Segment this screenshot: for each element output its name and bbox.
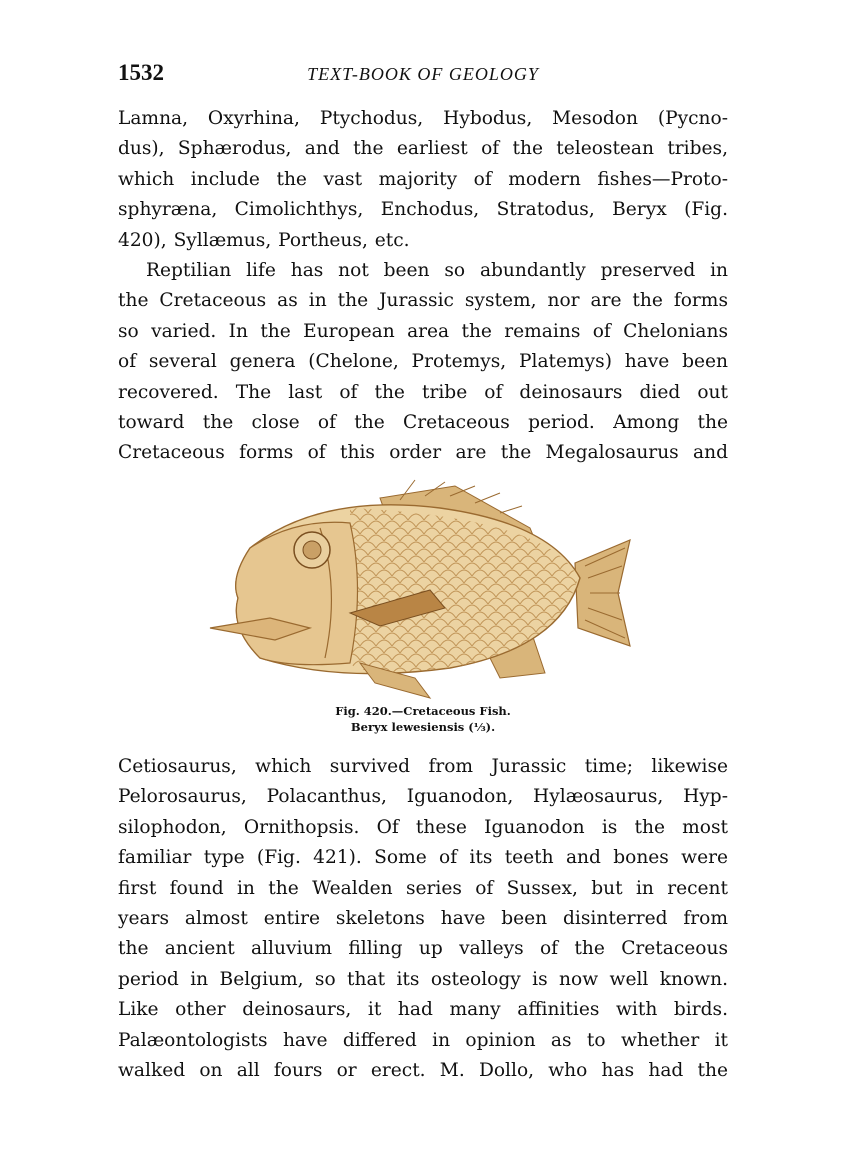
text-line: recovered. The last of the tribe of deinosaurs died out xyxy=(118,381,728,403)
caption-species: Beryx lewesiensis (⅓). xyxy=(350,720,496,734)
running-title: TEXT-BOOK OF GEOLOGY xyxy=(307,64,539,84)
text-line: Like other deinosaurs, it had many affinities with birds. xyxy=(118,999,728,1021)
text-line: first found in the Wealden series of Sussex, but in recent xyxy=(118,877,728,899)
text-line: Reptilian life has not been so abundantly preserved in xyxy=(146,260,728,282)
fish-drawing xyxy=(200,478,640,708)
text-line: of several genera (Chelone, Protemys, Platemys) have been xyxy=(118,351,728,373)
text-line: which include the vast majority of modern fishes—Proto- xyxy=(118,168,728,190)
text-line: Palæontologists have differed in opinion as to whether it xyxy=(118,1029,728,1051)
page-header xyxy=(118,60,728,90)
fish-fossil-illustration xyxy=(200,478,640,708)
text-line: the Cretaceous as in the Jurassic system, nor are the forms xyxy=(118,290,728,312)
text-line: years almost entire skeletons have been disinterred from xyxy=(118,908,728,930)
text-line: Pelorosaurus, Polacanthus, Iguanodon, Hylæosaurus, Hyp- xyxy=(118,786,728,808)
text-line: walked on all fours or erect. M. Dollo, who has had the xyxy=(118,1060,728,1082)
page-number: 1532 xyxy=(118,60,164,85)
text-line: Cretaceous forms of this order are the Megalosaurus and xyxy=(118,442,728,464)
caption-title: Fig. 420.—Cretaceous Fish. xyxy=(335,704,511,718)
top-text-block xyxy=(118,104,728,469)
text-line: Lamna, Oxyrhina, Ptychodus, Hybodus, Mesodon (Pycno- xyxy=(118,108,728,129)
text-line: sphyræna, Cimolichthys, Enchodus, Stratodus, Beryx (Fig. xyxy=(118,199,728,221)
figure-caption xyxy=(118,703,728,735)
text-line: Cetiosaurus, which survived from Jurassic time; likewise xyxy=(118,756,728,777)
text-line: toward the close of the Cretaceous period. Among the xyxy=(118,412,728,434)
text-line: 420), Syllæmus, Portheus, etc. xyxy=(118,229,410,251)
text-line: period in Belgium, so that its osteology is now well known. xyxy=(118,968,728,990)
text-line: dus), Sphærodus, and the earliest of the teleostean tribes, xyxy=(118,138,728,160)
text-line: the ancient alluvium filling up valleys of the Cretaceous xyxy=(118,938,728,960)
bottom-text-block xyxy=(118,752,728,1086)
text-line: silophodon, Ornithopsis. Of these Iguanodon is the most xyxy=(118,816,728,838)
text-line: so varied. In the European area the remains of Chelonians xyxy=(118,320,728,342)
text-line: familiar type (Fig. 421). Some of its teeth and bones were xyxy=(118,847,728,869)
